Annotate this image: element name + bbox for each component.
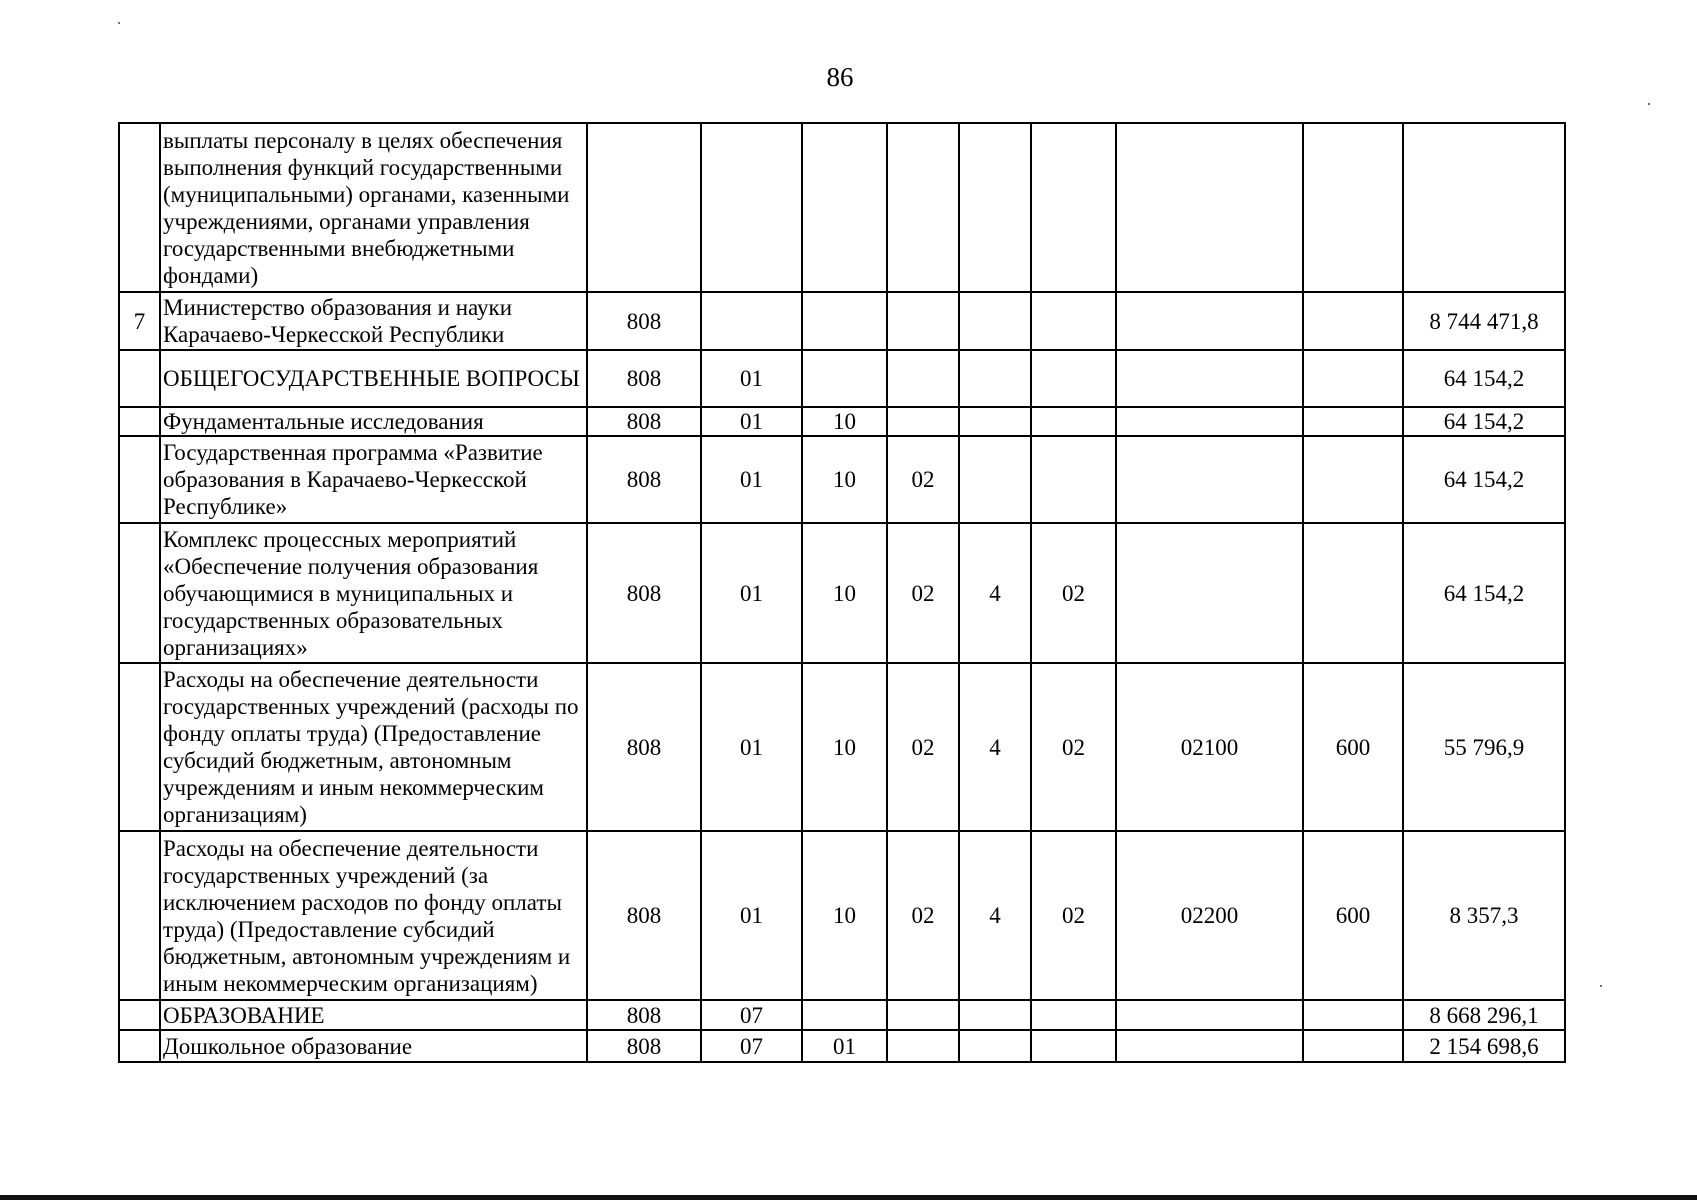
expense-direction-cell xyxy=(1116,350,1303,407)
subsection-code-cell: 10 xyxy=(802,663,887,831)
amount-cell: 8 357,3 xyxy=(1403,831,1565,1000)
program-code-cell: 02 xyxy=(887,523,959,663)
table-body xyxy=(119,123,1565,1062)
row-name-cell: ОБРАЗОВАНИЕ xyxy=(160,1000,587,1030)
row-number-cell xyxy=(119,407,160,436)
table-row xyxy=(119,831,1565,1000)
expense-direction-cell xyxy=(1116,1030,1303,1062)
expense-type-cell xyxy=(1303,523,1403,663)
program-code-cell xyxy=(887,123,959,292)
row-name-cell: ОБЩЕГОСУДАРСТВЕННЫЕ ВОПРОСЫ xyxy=(160,350,587,407)
budget-table xyxy=(118,122,1566,1063)
row-name-cell: Дошкольное образование xyxy=(160,1030,587,1062)
subprogram-type-cell: 4 xyxy=(959,523,1031,663)
subprogram-code-cell xyxy=(1031,407,1116,436)
expense-direction-cell xyxy=(1116,123,1303,292)
expense-type-cell xyxy=(1303,1030,1403,1062)
subprogram-type-cell: 4 xyxy=(959,663,1031,831)
glav-code-cell: 808 xyxy=(587,1000,701,1030)
expense-type-cell xyxy=(1303,407,1403,436)
table-row xyxy=(119,407,1565,436)
subprogram-type-cell xyxy=(959,350,1031,407)
row-number-cell xyxy=(119,663,160,831)
row-number-cell xyxy=(119,350,160,407)
table-row xyxy=(119,523,1565,663)
subsection-code-cell: 10 xyxy=(802,407,887,436)
amount-cell: 64 154,2 xyxy=(1403,407,1565,436)
row-number-cell xyxy=(119,831,160,1000)
section-code-cell: 07 xyxy=(701,1030,802,1062)
subsection-code-cell: 01 xyxy=(802,1030,887,1062)
subprogram-type-cell xyxy=(959,123,1031,292)
program-code-cell: 02 xyxy=(887,831,959,1000)
expense-type-cell: 600 xyxy=(1303,831,1403,1000)
subsection-code-cell xyxy=(802,123,887,292)
row-number-cell xyxy=(119,1030,160,1062)
program-code-cell xyxy=(887,350,959,407)
row-name-cell: выплаты персоналу в целях обеспечения выполнения функций государственными (муниципальными) органами, казенными учреждениями, органами управления государственными внебюджетными фондами) xyxy=(160,123,587,292)
scan-bottom-edge xyxy=(0,1195,1697,1200)
glav-code-cell: 808 xyxy=(587,831,701,1000)
subsection-code-cell xyxy=(802,292,887,350)
section-code-cell: 01 xyxy=(701,436,802,523)
expense-type-cell xyxy=(1303,436,1403,523)
section-code-cell: 01 xyxy=(701,663,802,831)
glav-code-cell: 808 xyxy=(587,523,701,663)
expense-direction-cell xyxy=(1116,523,1303,663)
subsection-code-cell: 10 xyxy=(802,523,887,663)
program-code-cell: 02 xyxy=(887,436,959,523)
amount-cell: 55 796,9 xyxy=(1403,663,1565,831)
program-code-cell xyxy=(887,1030,959,1062)
subprogram-code-cell xyxy=(1031,1030,1116,1062)
section-code-cell: 07 xyxy=(701,1000,802,1030)
row-name-cell: Министерство образования и науки Карачаево-Черкесской Республики xyxy=(160,292,587,350)
subprogram-code-cell xyxy=(1031,292,1116,350)
expense-type-cell xyxy=(1303,350,1403,407)
program-code-cell: 02 xyxy=(887,663,959,831)
table-row xyxy=(119,436,1565,523)
row-name-cell: Фундаментальные исследования xyxy=(160,407,587,436)
table-row xyxy=(119,663,1565,831)
glav-code-cell: 808 xyxy=(587,436,701,523)
row-name-cell: Расходы на обеспечение деятельности государственных учреждений (расходы по фонду оплаты труда) (Предоставление субсидий бюджетным, автономным учреждениям и иным некоммерческим организациям) xyxy=(160,663,587,831)
section-code-cell: 01 xyxy=(701,407,802,436)
expense-direction-cell xyxy=(1116,436,1303,523)
row-number-cell xyxy=(119,1000,160,1030)
program-code-cell xyxy=(887,292,959,350)
table-row xyxy=(119,1030,1565,1062)
section-code-cell: 01 xyxy=(701,523,802,663)
program-code-cell xyxy=(887,1000,959,1030)
table-row xyxy=(119,123,1565,292)
subsection-code-cell xyxy=(802,350,887,407)
glav-code-cell: 808 xyxy=(587,1030,701,1062)
subprogram-type-cell xyxy=(959,1030,1031,1062)
glav-code-cell xyxy=(587,123,701,292)
row-number-cell xyxy=(119,436,160,523)
row-name-cell: Комплекс процессных мероприятий «Обеспечение получения образования обучающимися в муниципальных и государственных образовательных организациях» xyxy=(160,523,587,663)
expense-direction-cell: 02200 xyxy=(1116,831,1303,1000)
subprogram-code-cell xyxy=(1031,123,1116,292)
subsection-code-cell xyxy=(802,1000,887,1030)
subprogram-code-cell: 02 xyxy=(1031,831,1116,1000)
glav-code-cell: 808 xyxy=(587,292,701,350)
subprogram-type-cell xyxy=(959,436,1031,523)
amount-cell: 2 154 698,6 xyxy=(1403,1030,1565,1062)
table-row xyxy=(119,292,1565,350)
subsection-code-cell: 10 xyxy=(802,831,887,1000)
expense-type-cell xyxy=(1303,292,1403,350)
glav-code-cell: 808 xyxy=(587,350,701,407)
section-code-cell: 01 xyxy=(701,831,802,1000)
row-name-cell: Расходы на обеспечение деятельности государственных учреждений (за исключением расходов по фонду оплаты труда) (Предоставление субсидий бюджетным, автономным учреждениям и иным некоммерческим организациям) xyxy=(160,831,587,1000)
amount-cell xyxy=(1403,123,1565,292)
subprogram-type-cell xyxy=(959,1000,1031,1030)
expense-direction-cell xyxy=(1116,292,1303,350)
amount-cell: 64 154,2 xyxy=(1403,523,1565,663)
expense-type-cell xyxy=(1303,1000,1403,1030)
row-number-cell xyxy=(119,523,160,663)
scan-speck xyxy=(1648,103,1650,105)
expense-type-cell: 600 xyxy=(1303,663,1403,831)
subsection-code-cell: 10 xyxy=(802,436,887,523)
table-row xyxy=(119,1000,1565,1030)
scan-speck xyxy=(118,22,120,24)
table-row xyxy=(119,350,1565,407)
subprogram-code-cell: 02 xyxy=(1031,663,1116,831)
section-code-cell xyxy=(701,292,802,350)
subprogram-code-cell xyxy=(1031,436,1116,523)
section-code-cell: 01 xyxy=(701,350,802,407)
amount-cell: 8 744 471,8 xyxy=(1403,292,1565,350)
subprogram-type-cell xyxy=(959,407,1031,436)
subprogram-code-cell xyxy=(1031,350,1116,407)
row-number-cell: 7 xyxy=(119,292,160,350)
page-number: 86 xyxy=(826,62,854,92)
program-code-cell xyxy=(887,407,959,436)
expense-direction-cell xyxy=(1116,407,1303,436)
subprogram-type-cell: 4 xyxy=(959,831,1031,1000)
amount-cell: 64 154,2 xyxy=(1403,350,1565,407)
section-code-cell xyxy=(701,123,802,292)
amount-cell: 64 154,2 xyxy=(1403,436,1565,523)
glav-code-cell: 808 xyxy=(587,407,701,436)
scan-speck xyxy=(1600,985,1602,987)
row-name-cell: Государственная программа «Развитие образования в Карачаево-Черкесской Республике» xyxy=(160,436,587,523)
expense-direction-cell: 02100 xyxy=(1116,663,1303,831)
glav-code-cell: 808 xyxy=(587,663,701,831)
row-number-cell xyxy=(119,123,160,292)
expense-type-cell xyxy=(1303,123,1403,292)
subprogram-code-cell xyxy=(1031,1000,1116,1030)
expense-direction-cell xyxy=(1116,1000,1303,1030)
subprogram-type-cell xyxy=(959,292,1031,350)
amount-cell: 8 668 296,1 xyxy=(1403,1000,1565,1030)
subprogram-code-cell: 02 xyxy=(1031,523,1116,663)
